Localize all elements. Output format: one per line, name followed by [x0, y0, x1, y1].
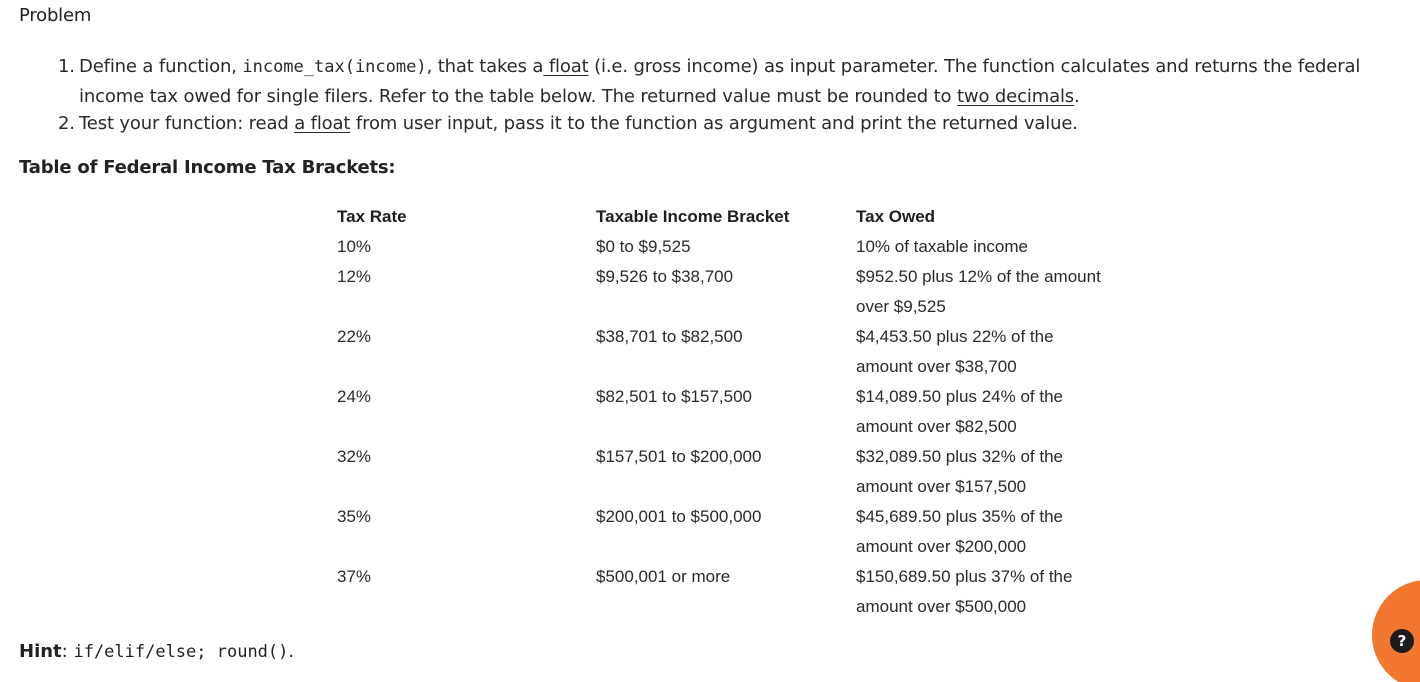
- column-header-tax-owed: Tax Owed: [856, 207, 936, 226]
- table-row: [337, 382, 1106, 442]
- income-bracket-cell: $9,526 to $38,700: [596, 267, 734, 286]
- tax-rate-cell: 32%: [337, 447, 372, 466]
- item-number: 2.: [58, 113, 75, 134]
- table-row: [337, 442, 1106, 502]
- item-text: Test your function: read: [79, 113, 295, 134]
- item-text: Define a function,: [79, 56, 243, 77]
- problem-list: [58, 52, 1403, 138]
- float-link[interactable]: float: [543, 56, 589, 77]
- tax-rate-cell: 24%: [337, 387, 372, 406]
- problem-item-1: [58, 52, 1403, 111]
- item-text: (i.e. gross income) as input parameter. The function calculates and returns the federal income tax owed for single filers. Refer to the table below. The returned value must be rounded to: [79, 56, 1361, 107]
- table-header-row: [337, 202, 1106, 232]
- item-body: [79, 109, 1403, 138]
- table-row: [337, 502, 1106, 562]
- table-row: [337, 232, 1106, 262]
- item-text: .: [1074, 86, 1080, 107]
- income-bracket-cell: $200,001 to $500,000: [596, 507, 762, 526]
- tax-rate-cell: 37%: [337, 567, 372, 586]
- tax-rate-cell: 22%: [337, 327, 372, 346]
- item-text: from user input, pass it to the function as argument and print the returned value.: [350, 113, 1078, 134]
- income-bracket-cell: $82,501 to $157,500: [596, 387, 752, 406]
- item-number: 1.: [58, 56, 75, 77]
- problem-item-2: [58, 109, 1403, 138]
- tax-rate-cell: 35%: [337, 507, 372, 526]
- tax-bracket-table: [337, 202, 1106, 622]
- item-body: [79, 52, 1403, 111]
- function-signature: income_tax(income): [242, 57, 427, 77]
- hint-separator: :: [61, 641, 74, 662]
- hint-label: Hint: [19, 641, 62, 662]
- income-bracket-cell: $157,501 to $200,000: [596, 447, 762, 466]
- table-row: [337, 262, 1106, 322]
- income-bracket-cell: $38,701 to $82,500: [596, 327, 743, 346]
- tax-owed-cell: $14,089.50 plus 24% of the amount over $82,500: [856, 387, 1063, 436]
- tax-owed-cell: $4,453.50 plus 22% of the amount over $38,700: [856, 327, 1054, 376]
- table-row: [337, 562, 1106, 622]
- problem-heading: Problem: [19, 5, 92, 26]
- income-bracket-cell: $0 to $9,525: [596, 237, 691, 256]
- tax-owed-cell: $150,689.50 plus 37% of the amount over $500,000: [856, 567, 1073, 616]
- table-heading: Table of Federal Income Tax Brackets:: [19, 157, 396, 178]
- tax-owed-cell: 10% of taxable income: [856, 237, 1028, 256]
- table-row: [337, 322, 1106, 382]
- hint-end: .: [288, 641, 295, 662]
- hint-code: if/elif/else; round(): [73, 642, 289, 662]
- question-mark-icon[interactable]: ?: [1390, 629, 1414, 653]
- column-header-income-bracket: Taxable Income Bracket: [596, 207, 790, 226]
- column-header-tax-rate: Tax Rate: [337, 207, 407, 226]
- tax-rate-cell: 10%: [337, 237, 372, 256]
- hint: [19, 641, 294, 662]
- two-decimals-link[interactable]: two decimals: [956, 86, 1075, 107]
- tax-owed-cell: $32,089.50 plus 32% of the amount over $157,500: [856, 447, 1063, 496]
- income-bracket-cell: $500,001 or more: [596, 567, 731, 586]
- tax-rate-cell: 12%: [337, 267, 372, 286]
- item-text: , that takes a: [426, 56, 544, 77]
- tax-owed-cell: $45,689.50 plus 35% of the amount over $200,000: [856, 507, 1063, 556]
- a-float-link[interactable]: a float: [294, 113, 351, 134]
- tax-owed-cell: $952.50 plus 12% of the amount over $9,525: [856, 267, 1101, 316]
